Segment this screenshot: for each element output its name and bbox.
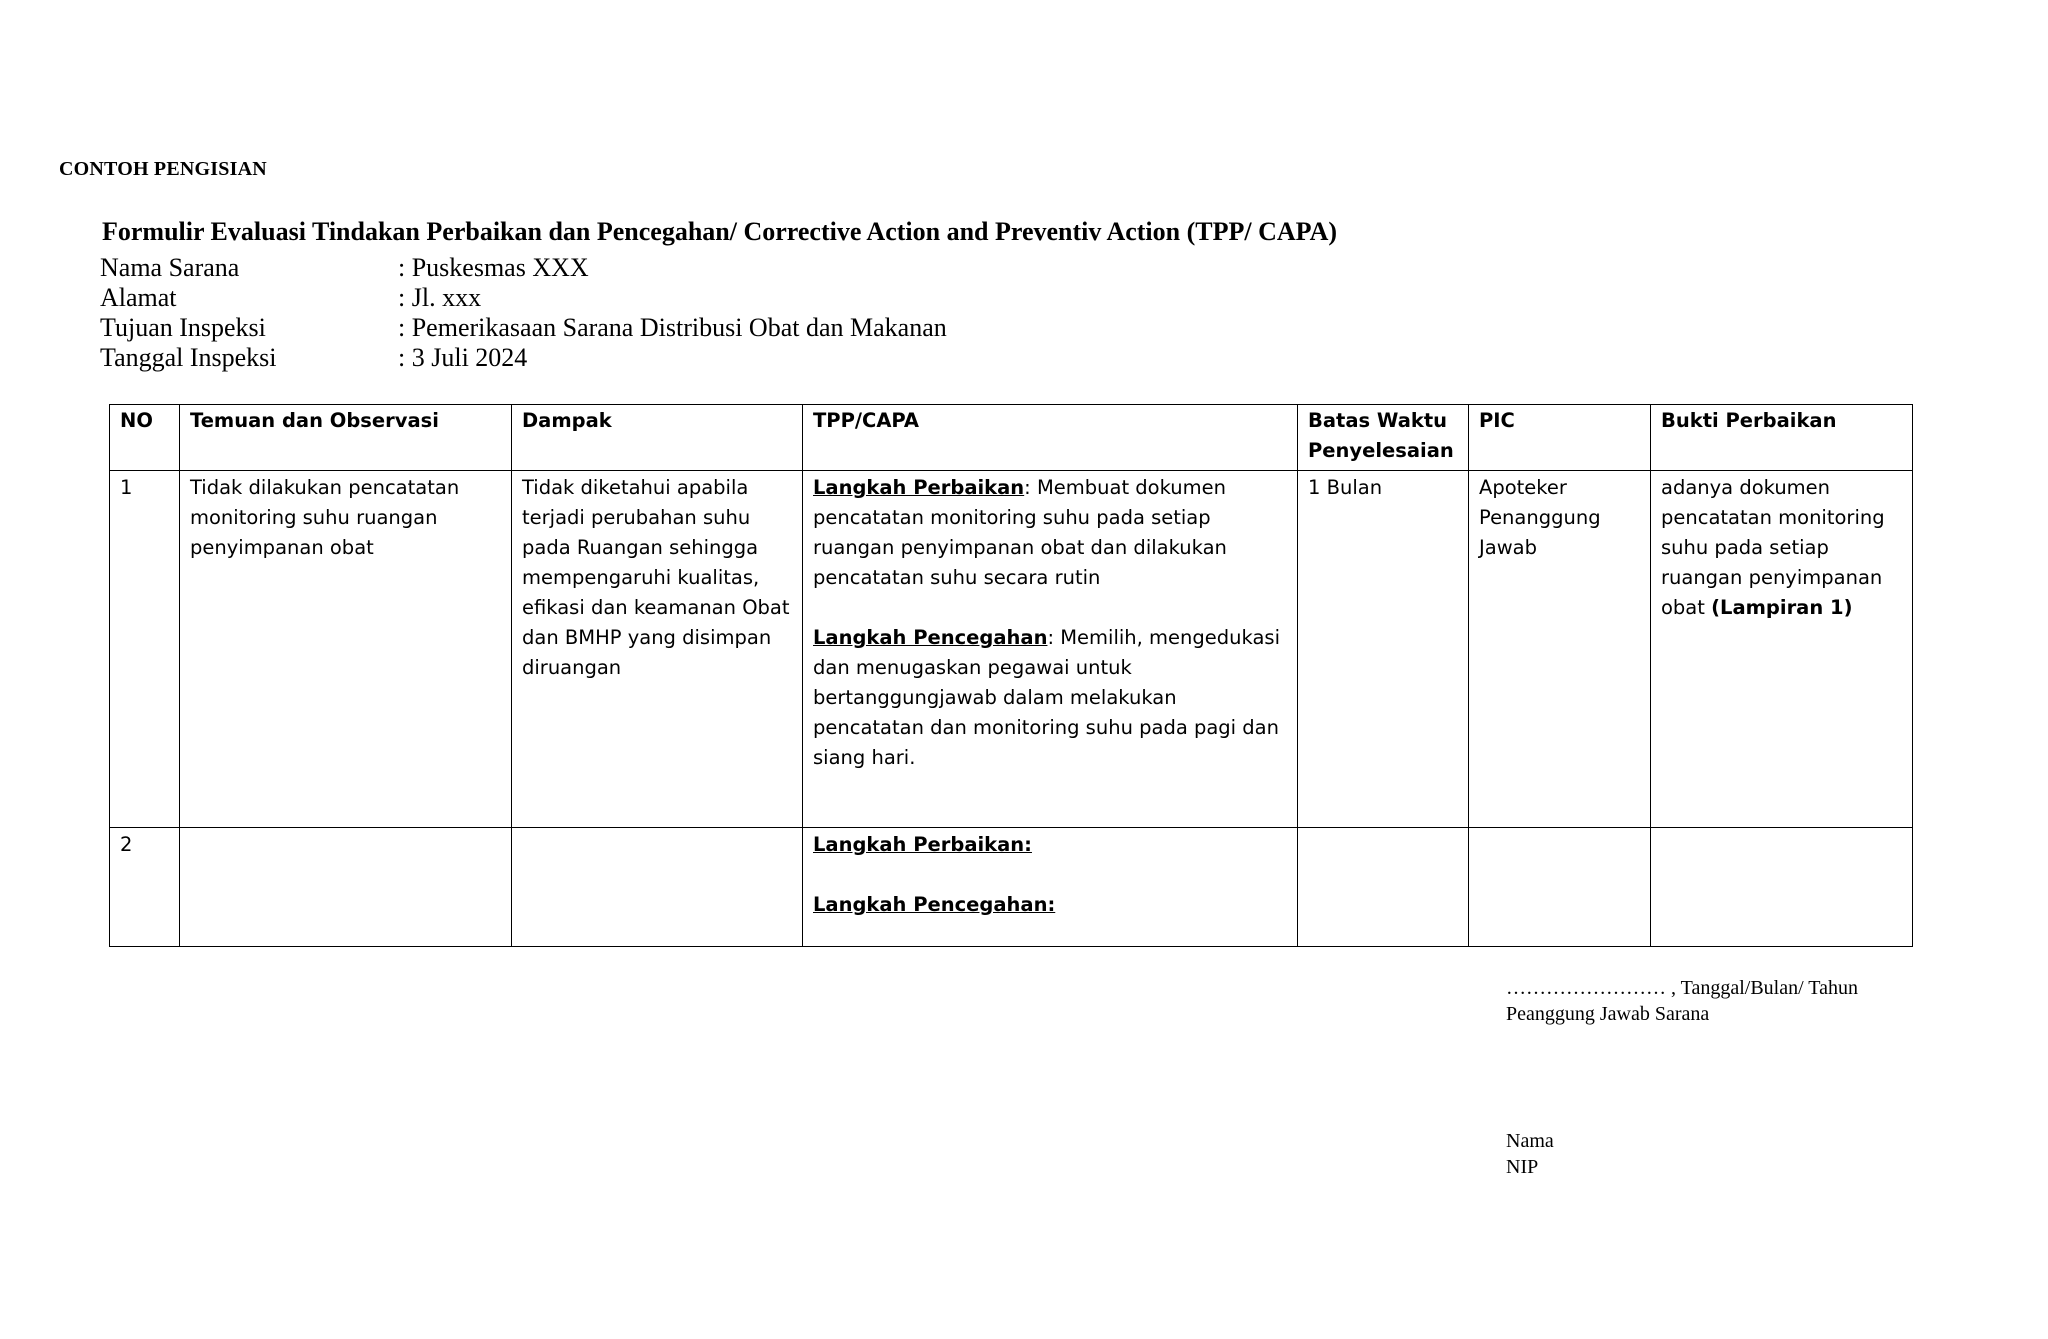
sample-label: CONTOH PENGISIAN [59,158,267,180]
inspection-info [100,253,947,373]
spacer [813,593,1287,623]
column-header-pic: PIC [1469,405,1651,471]
column-header-no: NO [110,405,180,471]
table-row [110,828,1913,947]
cell-no: 1 [110,471,180,828]
signature-date-line: …………………… , Tanggal/Bulan/ Tahun [1506,977,1858,999]
info-value: : 3 Juli 2024 [398,343,528,372]
cell-capa [803,828,1298,947]
corrective-action [813,473,1287,593]
evidence-reference: (Lampiran 1) [1711,596,1853,619]
preventive-label: Langkah Pencegahan [813,626,1048,649]
spacer [813,860,1287,890]
info-label: Nama Sarana [100,253,240,282]
corrective-label: Langkah Perbaikan [813,476,1025,499]
cell-impact: Tidak diketahui apabila terjadi perubahan suhu pada Ruangan sehingga mempengaruhi kualitas, efikasi dan keamanan Obat dan BMHP yang disimpan diruangan [512,471,803,828]
signature-name-label: Nama [1506,1130,1554,1152]
column-header-deadline: Batas Waktu Penyelesaian [1298,405,1469,471]
cell-impact [512,828,803,947]
info-label: Tanggal Inspeksi [100,343,277,372]
signature-nip-label: NIP [1506,1156,1539,1178]
info-value: : Pemerikasaan Sarana Distribusi Obat dan Makanan [398,313,947,342]
cell-finding [180,828,512,947]
info-row-facility-name [100,253,947,283]
preventive-text: : Memilih, mengedukasi dan menugaskan pegawai untuk bertanggungjawab dalam melakukan pencatatan dan monitoring suhu pada pagi dan siang hari. [813,626,1280,769]
table-header-row [110,405,1913,471]
column-header-impact: Dampak [512,405,803,471]
info-row-inspection-date [100,343,947,373]
info-label: Tujuan Inspeksi [100,313,266,342]
cell-evidence [1651,471,1913,828]
cell-deadline [1298,828,1469,947]
cell-evidence [1651,828,1913,947]
cell-finding: Tidak dilakukan pencatatan monitoring suhu ruangan penyimpanan obat [180,471,512,828]
preventive-label: Langkah Pencegahan: [813,893,1056,916]
column-header-evidence: Bukti Perbaikan [1651,405,1913,471]
info-value: : Puskesmas XXX [398,253,589,282]
info-row-address [100,283,947,313]
evidence-text: adanya dokumen pencatatan monitoring suhu pada setiap ruangan penyimpanan obat [1661,476,1885,619]
info-row-inspection-purpose [100,313,947,343]
cell-pic [1469,828,1651,947]
form-title: Formulir Evaluasi Tindakan Perbaikan dan Pencegahan/ Corrective Action and Preventiv Action (TPP/ CAPA) [102,217,1338,246]
cell-deadline: 1 Bulan [1298,471,1469,828]
info-value: : Jl. xxx [398,283,482,312]
info-label: Alamat [100,283,177,312]
preventive-action [813,623,1287,773]
signature-role: Peanggung Jawab Sarana [1506,1003,1710,1025]
cell-capa [803,471,1298,828]
corrective-text: : Membuat dokumen pencatatan monitoring suhu pada setiap ruangan penyimpanan obat dan dilakukan pencatatan suhu secara rutin [813,476,1227,589]
column-header-finding: Temuan dan Observasi [180,405,512,471]
column-header-capa: TPP/CAPA [803,405,1298,471]
table-row [110,471,1913,828]
capa-table [109,404,1913,947]
cell-pic: Apoteker Penanggung Jawab [1469,471,1651,828]
corrective-label: Langkah Perbaikan: [813,833,1032,856]
cell-no: 2 [110,828,180,947]
